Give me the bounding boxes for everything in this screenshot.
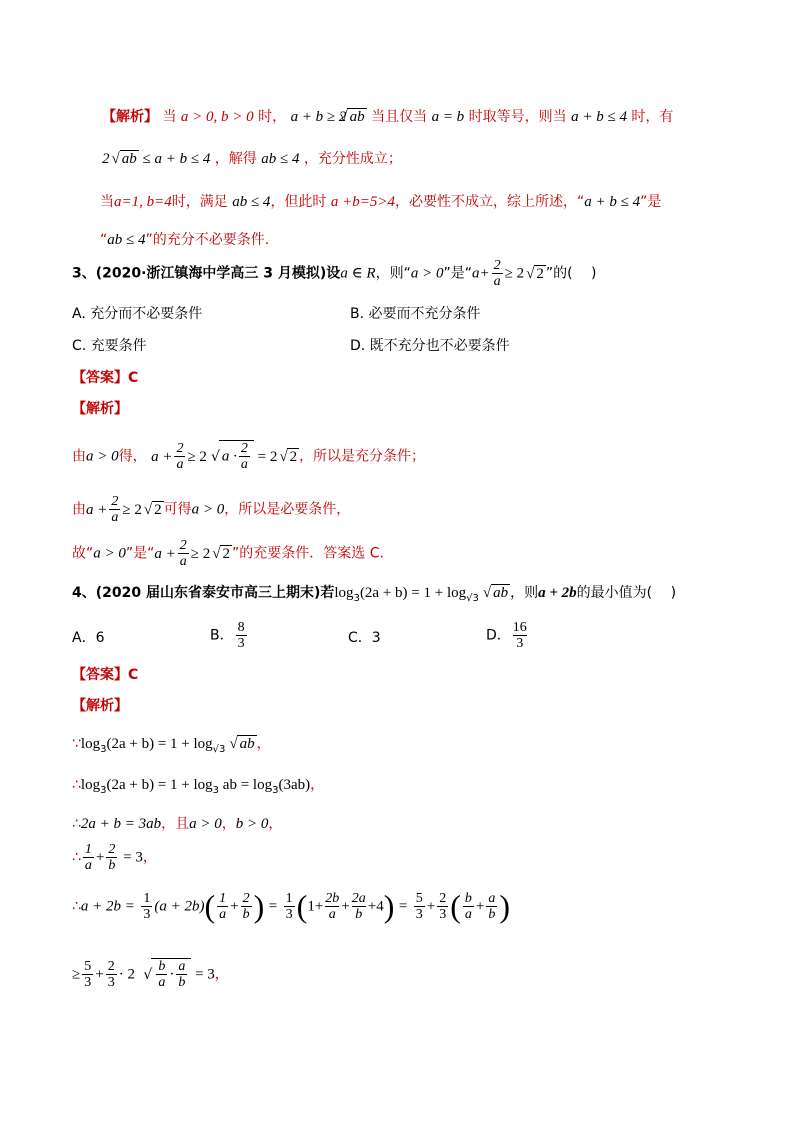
analysis-tag: 【解析】 [102,109,158,125]
q3-answer: 【答案】C [72,370,139,386]
q4-answer: 【答案】C [72,667,139,683]
solution-line-3: 当a=1, b=4时，满足 ab ≤ 4，但此时 a +b=5>4，必要性不成立，综上所述，“a + b ≤ 4”是 [100,194,662,210]
q4-solution-line-4: ∴ $\frac{1}{a}$ + $\frac{2}{b}$ = 3， [72,842,157,873]
q3-solution-line-1: 由a > 0得， a + $\frac{2}{a}$ ≥ 2√ a · $\frac{2}{a}$ = 2√ 2 ，所以是充分条件； [72,440,794,472]
question-4-stem: 4、(2020 届山东省泰安市高三上期末)若$\log_3(2a + b) = 1 + \log_{√3}√$ ab ，则a + 2b的最小值为( ) [72,582,794,604]
q4-analysis-tag: 【解析】 [72,698,128,714]
q4-solution-line-3: ∴2a + b = 3ab，且a > 0，b > 0， [72,816,283,832]
q4-option-b[interactable]: B． $\frac{8}{3}$ [210,620,245,651]
solution-line-1: 【解析】 当 a > 0, b > 0 时， a + b ≥ 2√ ab 当且仅当 a = b 时取等号，则当 a + b ≤ 4 时，有 [102,106,794,126]
solution-line-2: 2√ ab ≤ a + b ≤ 4 ，解得 ab ≤ 4 ，充分性成立； [102,148,794,168]
q4-option-c[interactable]: C．3 [348,630,381,646]
q4-solution-line-5: ∴a + 2b = $\frac{1}{3}$ (a + 2b)( $\frac{1}{a}$ + $\frac{2}{b}$ ) = $\frac{1}{3}$ (1+ $\frac{2b}{a}$ + $\frac{2a}{b}$ +4) = $\frac{5}{3}$ + $\frac{2}{3}$ ( $\frac{b}{a}$ + $\frac{a}{b}$ ) [72,888,510,924]
q4-option-a[interactable]: A．6 [72,630,105,646]
q4-option-d[interactable]: D． $\frac{16}{3}$ [486,620,527,651]
q3-solution-line-3: 故“a > 0”是“a + $\frac{2}{a}$ ≥ 2√ 2 ”的充要条件．答案选 C. [72,538,794,569]
q3-analysis-tag: 【解析】 [72,401,128,417]
q3-option-b[interactable]: B. 必要而不充分条件 [350,306,481,322]
q3-option-a[interactable]: A. 充分而不必要条件 [72,306,203,322]
q3-option-c[interactable]: C. 充要条件 [72,338,147,354]
q4-solution-line-6: ≥ $\frac{5}{3}$ + $\frac{2}{3}$ · 2 √ $\frac{b}{a}$ · $\frac{a}{b}$ = 3， [72,958,794,990]
solution-line-4: “ab ≤ 4”的充分不必要条件. [100,232,270,248]
q4-solution-line-2: $\therefore\log_3(2a + b) = 1 + \log_3$ ab = $\log_3(3ab)$， [72,777,325,796]
q3-option-d[interactable]: D. 既不充分也不必要条件 [350,338,510,354]
q4-solution-line-1: $\because\log_3(2a + b) = 1 + \log_{√3}√$ ab ， [72,733,794,755]
q3-solution-line-2: 由a + $\frac{2}{a}$ ≥ 2√ 2 可得a > 0，所以是必要条件， [72,494,794,525]
question-3-stem: 3、(2020·浙江镇海中学高三 3 月模拟)设a ∈ R，则“a > 0”是“a+ $\frac{2}{a}$ ≥ 2√ 2 ”的( ) [72,258,794,289]
